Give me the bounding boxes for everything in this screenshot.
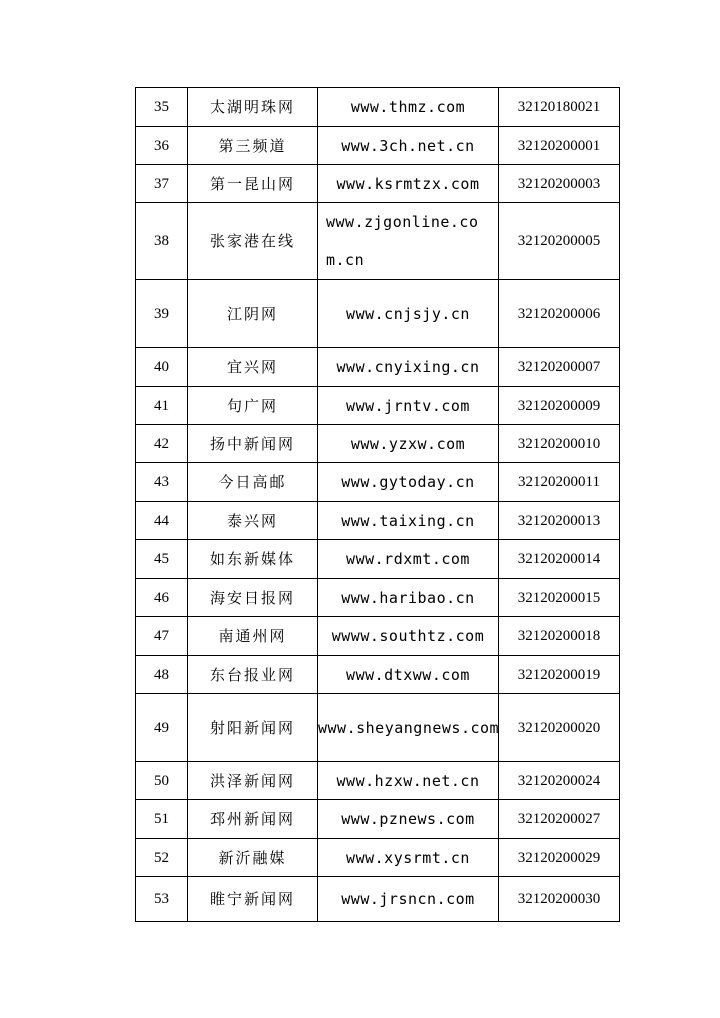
registration-code: 32120200005: [499, 203, 620, 280]
registration-code: 32120200003: [499, 165, 620, 203]
registration-code: 32120200019: [499, 656, 620, 694]
table-row: [136, 800, 620, 839]
table-row: [136, 165, 620, 203]
table-row: [136, 617, 620, 656]
site-url: www.zjgonline.com.cn: [318, 203, 499, 280]
table-row: [136, 877, 620, 922]
table-row: [136, 579, 620, 617]
site-url: www.cnjsjy.cn: [318, 280, 499, 348]
row-number: 44: [136, 502, 188, 540]
row-number: 52: [136, 839, 188, 877]
row-number: 50: [136, 762, 188, 800]
registration-code: 32120200014: [499, 540, 620, 579]
table-row: [136, 387, 620, 425]
row-number: 40: [136, 348, 188, 387]
site-name: 宜兴网: [188, 348, 318, 387]
row-number: 39: [136, 280, 188, 348]
row-number: 46: [136, 579, 188, 617]
row-number: 51: [136, 800, 188, 839]
registration-code: 32120180021: [499, 88, 620, 127]
site-name: 扬中新闻网: [188, 425, 318, 463]
registration-code: 32120200001: [499, 127, 620, 165]
registration-code: 32120200024: [499, 762, 620, 800]
site-url: www.dtxww.com: [318, 656, 499, 694]
site-name: 洪泽新闻网: [188, 762, 318, 800]
row-number: 35: [136, 88, 188, 127]
table-row: [136, 88, 620, 127]
table-row: [136, 762, 620, 800]
row-number: 48: [136, 656, 188, 694]
site-url: www.jrsncn.com: [318, 877, 499, 922]
row-number: 45: [136, 540, 188, 579]
row-number: 41: [136, 387, 188, 425]
table-row: [136, 656, 620, 694]
site-name: 射阳新闻网: [188, 694, 318, 762]
table-row: [136, 127, 620, 165]
site-url: www.jrntv.com: [318, 387, 499, 425]
site-url: www.thmz.com: [318, 88, 499, 127]
registration-code: 32120200020: [499, 694, 620, 762]
table-body: [136, 88, 620, 922]
site-name: 泰兴网: [188, 502, 318, 540]
table-row: [136, 463, 620, 502]
site-url: www.taixing.cn: [318, 502, 499, 540]
registration-code: 32120200030: [499, 877, 620, 922]
site-name: 第一昆山网: [188, 165, 318, 203]
site-url: www.rdxmt.com: [318, 540, 499, 579]
site-url: www.gytoday.cn: [318, 463, 499, 502]
table-row: [136, 280, 620, 348]
table-row: [136, 839, 620, 877]
registration-code: 32120200006: [499, 280, 620, 348]
site-name: 海安日报网: [188, 579, 318, 617]
site-name: 今日高邮: [188, 463, 318, 502]
site-name: 南通州网: [188, 617, 318, 656]
registration-code: 32120200009: [499, 387, 620, 425]
site-name: 句广网: [188, 387, 318, 425]
registration-code: 32120200015: [499, 579, 620, 617]
row-number: 47: [136, 617, 188, 656]
registration-code: 32120200010: [499, 425, 620, 463]
row-number: 42: [136, 425, 188, 463]
site-url: www.pznews.com: [318, 800, 499, 839]
row-number: 38: [136, 203, 188, 280]
table-row: [136, 540, 620, 579]
site-url: www.cnyixing.cn: [318, 348, 499, 387]
registration-code: 32120200011: [499, 463, 620, 502]
registration-code: 32120200027: [499, 800, 620, 839]
site-url: www.sheyangnews.com: [318, 694, 499, 762]
table-row: [136, 502, 620, 540]
site-name: 太湖明珠网: [188, 88, 318, 127]
site-url: wwww.southtz.com: [318, 617, 499, 656]
registration-code: 32120200007: [499, 348, 620, 387]
website-registry-table: [135, 87, 620, 922]
site-name: 新沂融媒: [188, 839, 318, 877]
site-url: www.xysrmt.cn: [318, 839, 499, 877]
table-row: [136, 203, 620, 280]
site-name: 江阴网: [188, 280, 318, 348]
registration-code: 32120200029: [499, 839, 620, 877]
site-url: www.hzxw.net.cn: [318, 762, 499, 800]
site-name: 邳州新闻网: [188, 800, 318, 839]
site-url: www.yzxw.com: [318, 425, 499, 463]
row-number: 53: [136, 877, 188, 922]
site-url: www.ksrmtzx.com: [318, 165, 499, 203]
registration-code: 32120200013: [499, 502, 620, 540]
row-number: 49: [136, 694, 188, 762]
table-row: [136, 348, 620, 387]
row-number: 36: [136, 127, 188, 165]
table-row: [136, 425, 620, 463]
row-number: 43: [136, 463, 188, 502]
site-name: 睢宁新闻网: [188, 877, 318, 922]
site-name: 张家港在线: [188, 203, 318, 280]
row-number: 37: [136, 165, 188, 203]
site-name: 如东新媒体: [188, 540, 318, 579]
site-url: www.haribao.cn: [318, 579, 499, 617]
site-name: 第三频道: [188, 127, 318, 165]
site-name: 东台报业网: [188, 656, 318, 694]
registration-code: 32120200018: [499, 617, 620, 656]
site-url: www.3ch.net.cn: [318, 127, 499, 165]
table-row: [136, 694, 620, 762]
